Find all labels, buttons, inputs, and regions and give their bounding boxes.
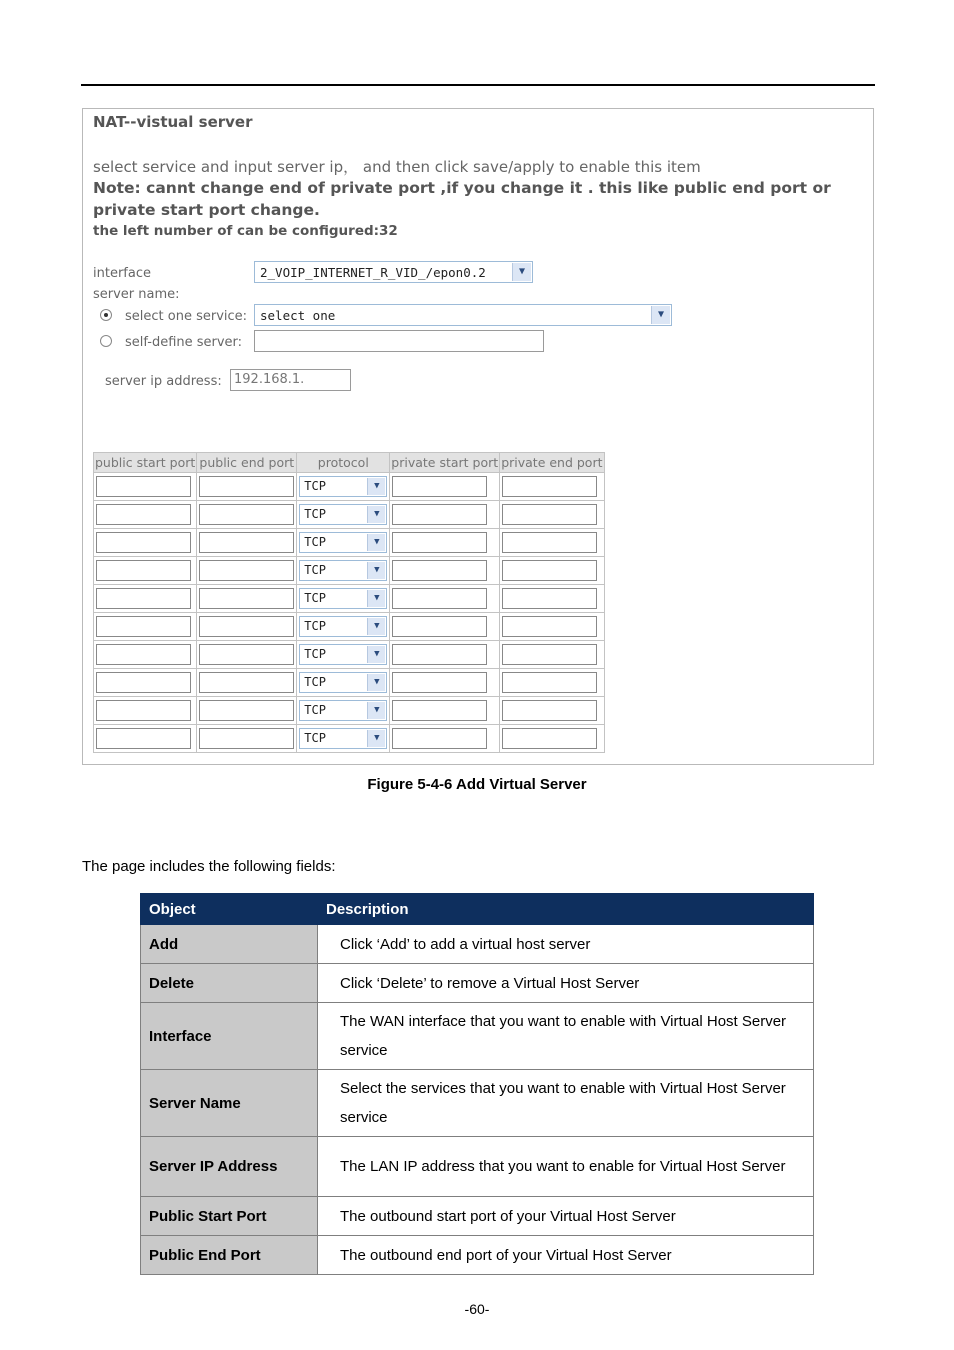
port-row	[94, 473, 605, 501]
port-cell	[390, 557, 500, 585]
chevron-down-icon: ▼	[651, 306, 670, 324]
port-cell	[197, 585, 297, 613]
private-end-port-input[interactable]	[502, 588, 597, 609]
public-start-port-input[interactable]	[96, 476, 191, 497]
port-cell	[500, 557, 604, 585]
port-cell	[390, 529, 500, 557]
private-start-port-input[interactable]	[392, 616, 487, 637]
port-cell	[390, 697, 500, 725]
port-cell	[197, 697, 297, 725]
private-end-port-input[interactable]	[502, 672, 597, 693]
chevron-down-icon: ▼	[367, 702, 385, 719]
interface-label: interface	[93, 266, 151, 281]
protocol-value: TCP	[304, 591, 326, 605]
server-name-label: server name:	[93, 287, 180, 302]
port-cell	[197, 529, 297, 557]
protocol-value: TCP	[304, 675, 326, 689]
port-row	[94, 585, 605, 613]
port-cell	[197, 725, 297, 753]
port-cell	[197, 473, 297, 501]
private-start-port-input[interactable]	[392, 644, 487, 665]
private-start-port-input[interactable]	[392, 504, 487, 525]
port-cell	[500, 585, 604, 613]
protocol-value: TCP	[304, 647, 326, 661]
port-cell	[390, 501, 500, 529]
port-cell	[390, 725, 500, 753]
server-ip-label: server ip address:	[105, 374, 222, 389]
private-end-port-input[interactable]	[502, 700, 597, 721]
description-cell: The outbound start port of your Virtual Host Server	[318, 1197, 814, 1236]
private-start-port-input[interactable]	[392, 700, 487, 721]
port-cell	[390, 473, 500, 501]
object-cell: Public Start Port	[141, 1197, 318, 1236]
private-start-port-input[interactable]	[392, 560, 487, 581]
port-cell	[297, 613, 390, 641]
port-cell	[197, 641, 297, 669]
private-end-port-input[interactable]	[502, 728, 597, 749]
protocol-select[interactable]	[299, 728, 387, 749]
public-end-port-input[interactable]	[199, 728, 294, 749]
chevron-down-icon: ▼	[367, 618, 385, 635]
port-cell	[297, 669, 390, 697]
public-start-port-input[interactable]	[96, 588, 191, 609]
instruction-text: select service and input server ip， and then click save/apply to enable this item	[93, 158, 701, 176]
port-cell	[94, 529, 197, 557]
private-start-port-input[interactable]	[392, 728, 487, 749]
protocol-select[interactable]	[299, 560, 387, 581]
port-cell	[94, 585, 197, 613]
port-cell	[297, 501, 390, 529]
private-end-port-input[interactable]	[502, 476, 597, 497]
protocol-select[interactable]	[299, 504, 387, 525]
protocol-select[interactable]	[299, 672, 387, 693]
table-row	[141, 1236, 814, 1275]
port-cell	[197, 557, 297, 585]
object-cell: Server Name	[141, 1070, 318, 1137]
public-start-port-input[interactable]	[96, 504, 191, 525]
private-end-port-input[interactable]	[502, 644, 597, 665]
public-end-port-input[interactable]	[199, 644, 294, 665]
private-end-port-input[interactable]	[502, 504, 597, 525]
public-start-port-input[interactable]	[96, 672, 191, 693]
description-cell: Select the services that you want to enable with Virtual Host Server service	[318, 1070, 814, 1137]
protocol-select[interactable]	[299, 616, 387, 637]
port-cell	[390, 613, 500, 641]
col-private-start: private start port	[390, 453, 500, 473]
chevron-down-icon: ▼	[512, 263, 531, 281]
service-value: select one	[260, 308, 336, 323]
port-cell	[297, 725, 390, 753]
description-cell: Click ‘Delete’ to remove a Virtual Host Server	[318, 964, 814, 1003]
port-cell	[94, 669, 197, 697]
header-rule	[81, 84, 875, 86]
port-cell	[500, 613, 604, 641]
port-cell	[500, 669, 604, 697]
table-row	[141, 1003, 814, 1070]
public-start-port-input[interactable]	[96, 532, 191, 553]
port-cell	[197, 669, 297, 697]
self-define-label: self-define server:	[125, 335, 243, 350]
port-cell	[390, 641, 500, 669]
port-row	[94, 725, 605, 753]
col-public-start: public start port	[94, 453, 197, 473]
port-cell	[94, 557, 197, 585]
chevron-down-icon: ▼	[367, 590, 385, 607]
protocol-select[interactable]	[299, 476, 387, 497]
select-service-radio[interactable]	[100, 309, 112, 321]
chevron-down-icon: ▼	[367, 674, 385, 691]
table-row	[141, 1137, 814, 1197]
public-end-port-input[interactable]	[199, 588, 294, 609]
private-start-port-input[interactable]	[392, 532, 487, 553]
page-title: NAT--vistual server	[93, 113, 253, 131]
public-end-port-input[interactable]	[199, 672, 294, 693]
header-object: Object	[141, 894, 318, 925]
public-end-port-input[interactable]	[199, 504, 294, 525]
protocol-value: TCP	[304, 731, 326, 745]
server-ip-input[interactable]: 192.168.1.	[230, 369, 351, 391]
chevron-down-icon: ▼	[367, 506, 385, 523]
port-row	[94, 613, 605, 641]
public-end-port-input[interactable]	[199, 616, 294, 637]
port-cell	[500, 725, 604, 753]
object-cell: Add	[141, 925, 318, 964]
port-cell	[197, 613, 297, 641]
table-row	[141, 964, 814, 1003]
chevron-down-icon: ▼	[367, 646, 385, 663]
self-define-input[interactable]	[254, 330, 544, 352]
object-cell: Server IP Address	[141, 1137, 318, 1197]
port-cell	[297, 697, 390, 725]
protocol-value: TCP	[304, 619, 326, 633]
description-cell: The LAN IP address that you want to enable for Virtual Host Server	[318, 1137, 814, 1197]
port-row	[94, 641, 605, 669]
public-end-port-input[interactable]	[199, 560, 294, 581]
private-start-port-input[interactable]	[392, 588, 487, 609]
public-end-port-input[interactable]	[199, 700, 294, 721]
chevron-down-icon: ▼	[367, 534, 385, 551]
description-cell: The outbound end port of your Virtual Host Server	[318, 1236, 814, 1275]
port-cell	[390, 585, 500, 613]
fields-table	[140, 893, 814, 1275]
protocol-value: TCP	[304, 563, 326, 577]
left-number-text: the left number of can be configured:32	[93, 223, 398, 239]
port-cell	[500, 697, 604, 725]
port-row	[94, 501, 605, 529]
port-table	[93, 452, 605, 753]
table-row	[141, 925, 814, 964]
private-start-port-input[interactable]	[392, 672, 487, 693]
self-define-radio[interactable]	[100, 335, 112, 347]
private-start-port-input[interactable]	[392, 476, 487, 497]
private-end-port-input[interactable]	[502, 616, 597, 637]
figure-caption: Figure 5-4-6 Add Virtual Server	[367, 776, 587, 793]
public-start-port-input[interactable]	[96, 700, 191, 721]
protocol-select[interactable]	[299, 588, 387, 609]
select-service-label: select one service:	[125, 309, 248, 324]
header-description: Description	[318, 894, 814, 925]
port-cell	[94, 501, 197, 529]
port-cell	[94, 473, 197, 501]
protocol-value: TCP	[304, 535, 326, 549]
port-cell	[94, 613, 197, 641]
port-cell	[297, 529, 390, 557]
note-text: Note: cannt change end of private port ,if you change it . this like public end port or private start port change.	[93, 179, 831, 219]
port-row	[94, 669, 605, 697]
port-cell	[500, 473, 604, 501]
port-cell	[500, 529, 604, 557]
protocol-select[interactable]	[299, 700, 387, 721]
protocol-value: TCP	[304, 507, 326, 521]
description-cell: Click ‘Add’ to add a virtual host server	[318, 925, 814, 964]
col-public-end: public end port	[197, 453, 297, 473]
chevron-down-icon: ▼	[367, 730, 385, 747]
public-start-port-input[interactable]	[96, 644, 191, 665]
port-cell	[94, 641, 197, 669]
object-cell: Interface	[141, 1003, 318, 1070]
interface-select[interactable]	[254, 261, 533, 283]
object-cell: Delete	[141, 964, 318, 1003]
port-cell	[197, 501, 297, 529]
col-protocol: protocol	[297, 453, 390, 473]
port-cell	[297, 557, 390, 585]
intro-text: The page includes the following fields:	[82, 858, 336, 875]
page-number: -60-	[464, 1301, 490, 1317]
protocol-value: TCP	[304, 479, 326, 493]
chevron-down-icon: ▼	[367, 562, 385, 579]
port-cell	[94, 725, 197, 753]
table-row	[141, 1070, 814, 1137]
public-start-port-input[interactable]	[96, 728, 191, 749]
port-cell	[500, 641, 604, 669]
port-row	[94, 697, 605, 725]
protocol-select[interactable]	[299, 644, 387, 665]
port-cell	[390, 669, 500, 697]
public-start-port-input[interactable]	[96, 616, 191, 637]
object-cell: Public End Port	[141, 1236, 318, 1275]
chevron-down-icon: ▼	[367, 478, 385, 495]
public-end-port-input[interactable]	[199, 532, 294, 553]
port-row	[94, 557, 605, 585]
col-private-end: private end port	[500, 453, 604, 473]
port-cell	[297, 641, 390, 669]
public-end-port-input[interactable]	[199, 476, 294, 497]
port-cell	[297, 585, 390, 613]
port-row	[94, 529, 605, 557]
private-end-port-input[interactable]	[502, 532, 597, 553]
description-cell: The WAN interface that you want to enable with Virtual Host Server service	[318, 1003, 814, 1070]
table-row	[141, 1197, 814, 1236]
port-cell	[500, 501, 604, 529]
private-end-port-input[interactable]	[502, 560, 597, 581]
port-cell	[297, 473, 390, 501]
protocol-select[interactable]	[299, 532, 387, 553]
public-start-port-input[interactable]	[96, 560, 191, 581]
port-cell	[94, 697, 197, 725]
virtual-server-screenshot	[82, 108, 874, 765]
service-select[interactable]	[254, 304, 672, 326]
protocol-value: TCP	[304, 703, 326, 717]
interface-value: 2_VOIP_INTERNET_R_VID_/epon0.2	[260, 265, 486, 280]
